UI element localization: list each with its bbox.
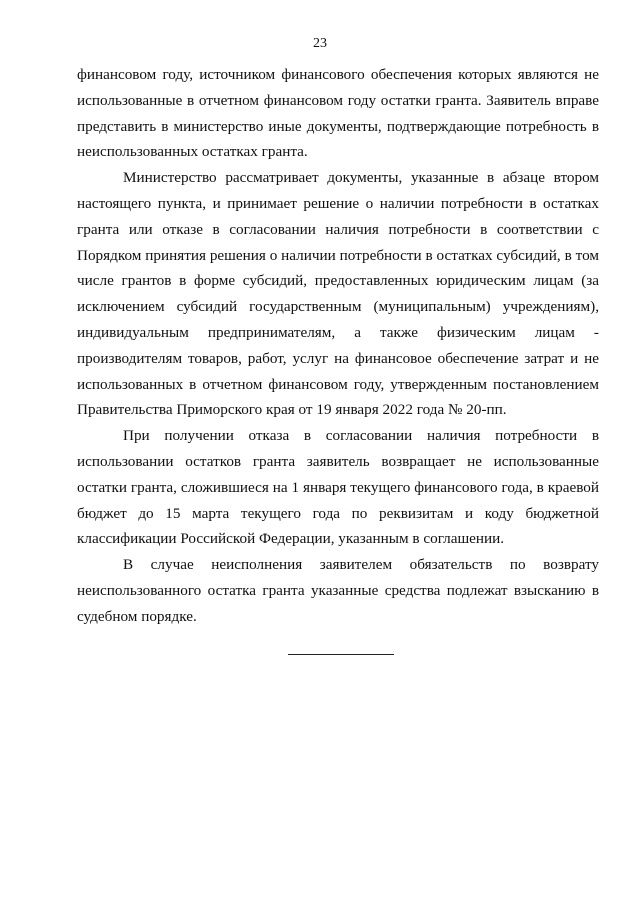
end-separator-line bbox=[288, 654, 394, 655]
paragraph-continuation: финансовом году, источником финансового обеспечения которых являются не использованные в отчетном финансовом году остатки гранта. Заявитель вправе представить в министерство иные документы, подтверждающие потребность в неиспользованных остатках гранта. bbox=[77, 66, 599, 161]
paragraph-ministry-review: Министерство рассматривает документы, указанные в абзаце втором настоящего пункта, и принимает решение о наличии потребности в остатках гранта или отказе в согласовании наличия потребности в соответствии с Порядком принятия решения о наличии потребности в остатках субсидий, в том числе грантов в форме субсидий, предоставленных юридическим лицам (за исключением субсидий государственным (муниципальным) учреждениям), индивидуальным предпринимателям, а также физическим лицам - производителям товаров, работ, услуг на финансовое обеспечение затрат и не использованных в отчетном финансовом году, утвержденным постановлением Правительства Приморского края от 19 января 2022 года № 20-пп. bbox=[77, 169, 599, 419]
paragraph-refusal-return: При получении отказа в согласовании наличия потребности в использовании остатков гранта заявитель возвращает не использованные остатки гранта, сложившиеся на 1 января текущего финансового года, в краевой бюджет до 15 марта текущего года по реквизитам и коду бюджетной классификации Российской Федерации, указанным в соглашении. bbox=[77, 427, 599, 548]
document-body bbox=[77, 62, 599, 630]
paragraph-recovery: В случае неисполнения заявителем обязательств по возврату неиспользованного остатка гранта указанные средства подлежат взысканию в судебном порядке. bbox=[77, 556, 599, 625]
page-number: 23 bbox=[313, 36, 327, 51]
